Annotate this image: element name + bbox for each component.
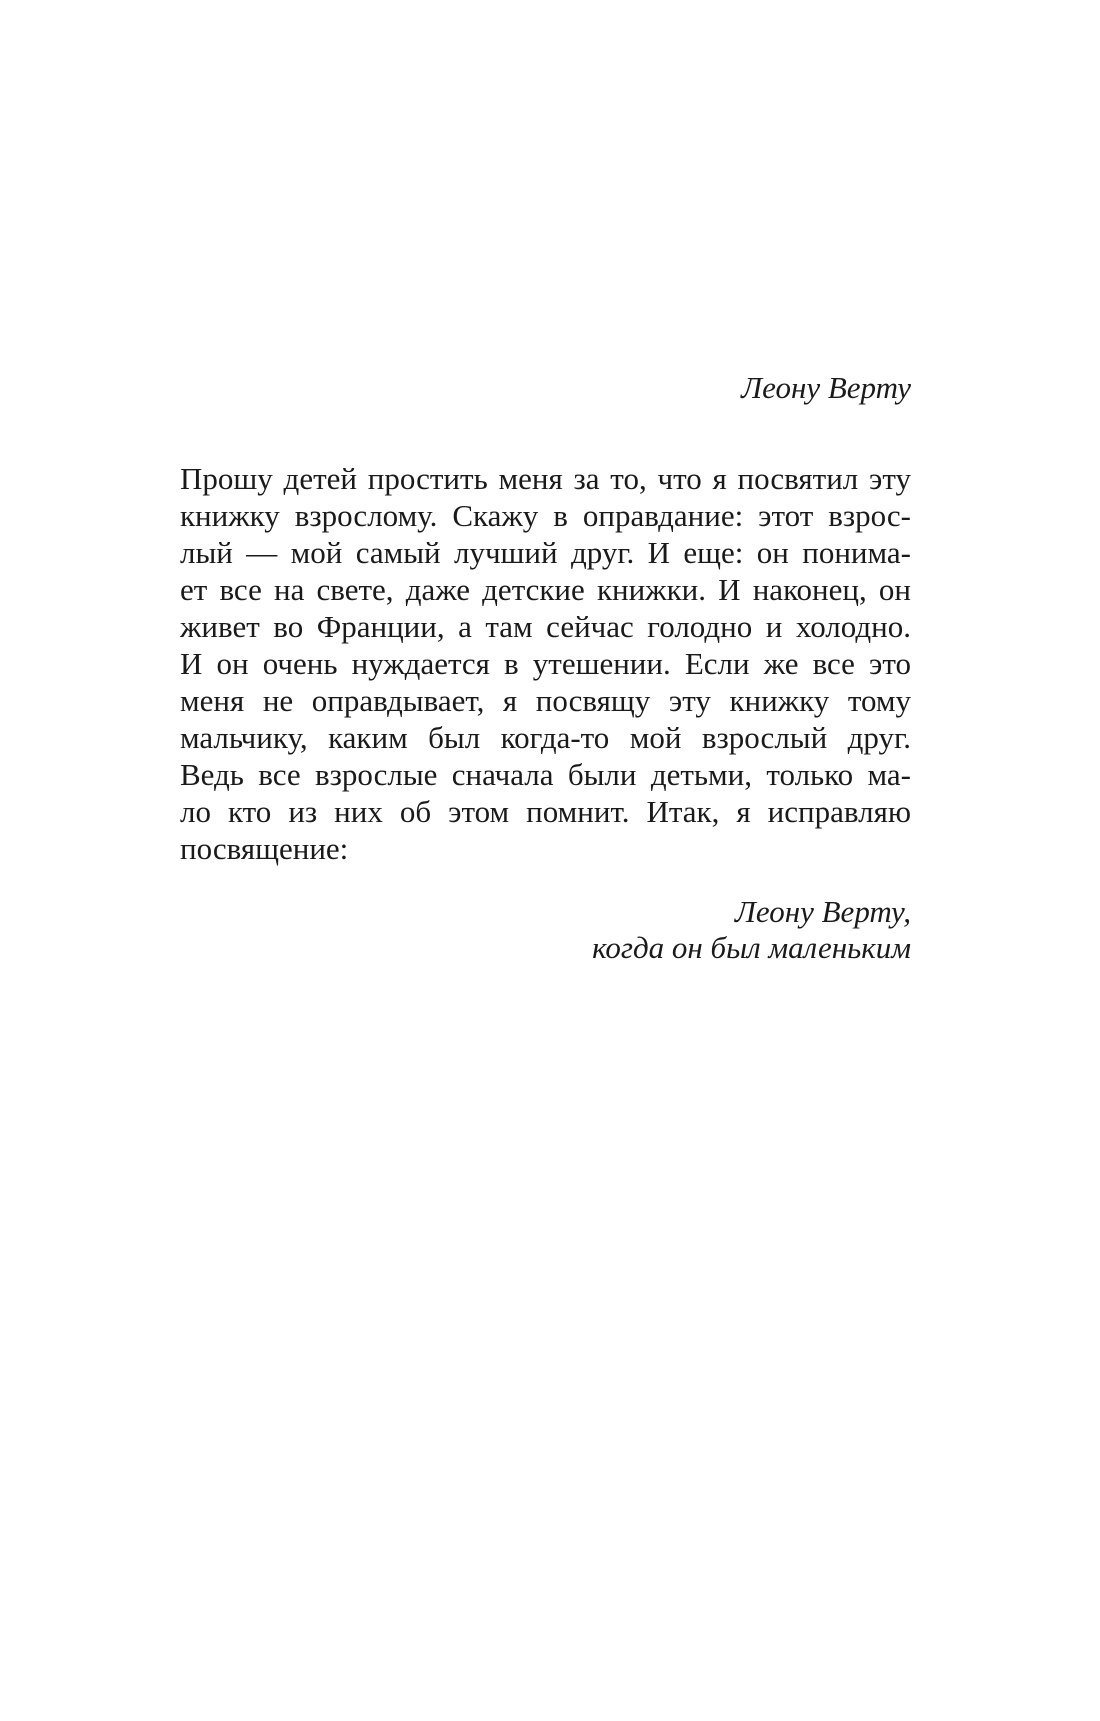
corrected-dedication-line: Леону Верту, xyxy=(734,894,911,929)
paragraph-line: Прошу детей простить меня за то, что я посвятил эту xyxy=(180,461,911,496)
paragraph-line: книжку взрослому. Скажу в оправдание: этот взрос- xyxy=(180,498,911,533)
paragraph-line: лый — мой самый лучший друг. И еще: он понима- xyxy=(180,535,911,570)
corrected-dedication xyxy=(180,894,911,966)
paragraph-line: посвящение: xyxy=(180,831,349,866)
paragraph-line: меня не оправдывает, я посвящу эту книжку тому xyxy=(180,683,911,718)
paragraph-line: Ведь все взрослые сначала были детьми, только ма- xyxy=(180,757,911,792)
page xyxy=(180,370,911,966)
paragraph-line: И он очень нуждается в утешении. Если же все это xyxy=(180,646,911,681)
paragraph-line: ло кто из них об этом помнит. Итак, я исправляю xyxy=(180,794,911,829)
dedication-paragraph xyxy=(180,460,911,867)
paragraph-line: ет все на свете, даже детские книжки. И наконец, он xyxy=(180,572,911,607)
corrected-dedication-line: когда он был маленьким xyxy=(592,930,911,965)
dedication-heading: Леону Верту xyxy=(741,370,911,405)
paragraph-line: мальчику, каким был когда-то мой взрослый друг. xyxy=(180,720,911,755)
paragraph-line: живет во Франции, а там сейчас голодно и холодно. xyxy=(180,609,911,644)
